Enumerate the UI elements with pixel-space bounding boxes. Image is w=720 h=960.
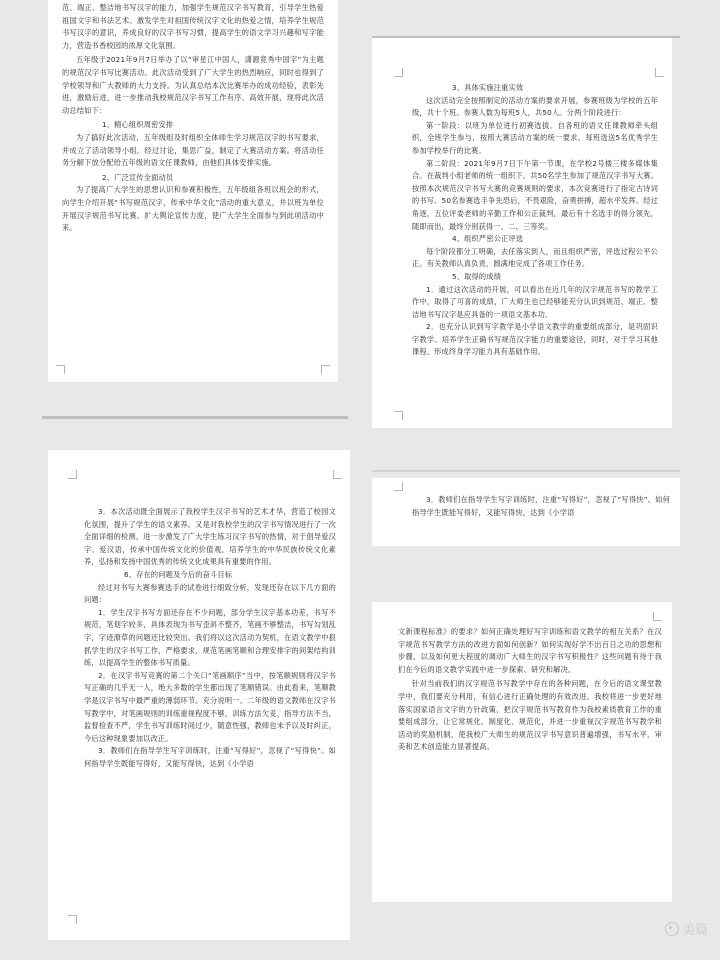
section-heading: 2、广泛宣传全面动员 xyxy=(102,172,174,182)
page-separator xyxy=(372,470,680,472)
meipian-logo-icon xyxy=(665,922,679,936)
document-page-3 xyxy=(48,450,350,940)
document-page-4-top xyxy=(372,478,680,546)
crop-mark xyxy=(68,470,77,479)
document-page-2 xyxy=(372,38,672,428)
paragraph: 3．教师们在指导学生写字训练时，注重“写得好”，忽视了“写得快”。如何指导学生既能写得好，又能写得快，达到《小学语 xyxy=(412,495,670,517)
paragraph: 每个阶段都分工明确，去任落实到人，而且组织严密，评选过程公平公正。有关教师认真负责，圆满地完成了各项工作任务。 xyxy=(412,246,658,269)
section-heading: 1、精心组织周密安排 xyxy=(102,120,174,130)
crop-mark xyxy=(56,365,65,374)
crop-mark xyxy=(655,68,664,77)
section-heading: 4、组织严密公正评选 xyxy=(452,234,524,244)
paragraph: 3．教师们在指导学生写字训练时，注重“写得好”，忽视了“写得快”。如何指导学生既能写得好，又能写得快，达到《小学语 xyxy=(84,746,336,768)
paragraph: 经过对书写大赛参赛选手的试卷进行细致分析，发现还存在以下几方面的问题： xyxy=(84,582,336,605)
watermark-text: 美篇 xyxy=(681,923,708,938)
crop-mark xyxy=(653,612,662,621)
section-heading: 5、取得的成绩 xyxy=(452,271,502,281)
page-separator xyxy=(42,416,348,419)
page-separator xyxy=(372,36,680,38)
document-page-4-bottom xyxy=(372,602,672,902)
paragraph: 1．通过这次活动的开展，可以看出在近几年的汉字规范书写的教学工作中，取得了可喜的成绩，广大师生也已经够能充分认识到规范、端正、整洁地书写汉字是应具备的一项语文基本功。 xyxy=(412,284,658,319)
paragraph: 3．本次活动既全面展示了我校学生汉字书写的艺术才华，营造了校园文化氛围，提升了学生的语文素养。又是对我校学生的汉字书写情况进行了一次全面详细的检测，进一步激发了广大学生练习汉字书写的热情，对于倡导爱汉字、爱汉语，传承中国传统文化的价值观，培养学生的中华民族传统文化素养，弘扬和发扬中国优秀的传统文化成果具有重要的作用。 xyxy=(84,507,336,567)
crop-mark xyxy=(333,470,342,479)
watermark xyxy=(665,919,708,938)
paragraph: 文新课程标准》的要求？如何正确处理好写字训练和语文教学的相互关系？在汉字规范书写教学方法的改进方面如何创新？如何实现好学不出百日之功的思想和步骤，以及如何更大程度的调动广大师生的汉字书写积极性？这些问题有待于我们在今后的语文教学实践中进一步探索、研究和解决。 xyxy=(398,627,662,674)
paragraph: 范、端正、整洁地书写汉字的能力，加强学生规范汉字书写教育，引导学生热爱祖国文字和书法艺术。激发学生对祖国传统汉字文化的热爱之情，培养学生规范书写汉字的意识，养成良好的汉字书写习惯，提高学生的语文学习兴趣和写字能力，营造书香校园的浓厚文化氛围。 xyxy=(62,3,324,50)
crop-mark xyxy=(394,482,403,491)
document-page-1 xyxy=(48,0,338,382)
paragraph: 五年级于2021年9月7日举办了以“审星江中国人，潇源竟秀中国字”为主题的规范汉字书写比赛活动。此次活动受到了广大学生的热烈响应，同时也得到了学校领导和广大教师的大力支持。为认真总结本次比赛举办的成功经验，表彰先进，激励后进，进一步推动我校规范汉字书写工作有序、高效开展，现将此次活动总结如下： xyxy=(62,55,324,115)
paragraph: 针对当前我们的汉字规范书写教学中存在的各种问题，在今后的语文课堂教学中，我们要充分利用，有信心进行正确处理的有效改进。我校将进一步更好地落实国家语言文字的方针政策，把汉字规范书写教育作为我校素质教育工作的重要组成部分，让它常规化、制度化、规范化，并进一步重视汉字规范书写教学和活动的奖励机制，使我校广大师生的规范汉字书写意识普遍增强，书写水平、审美和艺术创造能力显著提高。 xyxy=(398,679,662,752)
section-heading: 3、具体实施注重实效 xyxy=(452,83,524,92)
paragraph: 第二阶段：2021年9月7日下午第一节课，在学校2号楼三楼多媒体集合。在裁判小组老师的统一组织下，共50名学生参加了规范汉字书写大赛。按照本次规范汉字书写大赛的竞赛规则的要求，本次竞赛进行了指定古诗词的书写。50名参赛选手争先恐后，不畏艰险，奋勇拼搏，超水平发挥。经过角逐，五位评委老师的辛勤工作和公正裁判，最后有十名选手的得分领先，随即而出，最终分别获得一、二、三等奖。 xyxy=(412,158,658,231)
crop-mark xyxy=(68,915,77,924)
paragraph: 2．也充分认识到写字教学是小学语文教学的重要组成部分，是巩固识字教学、培养学生正确书写规范汉字能力的重要途径，同时，对于学习其他课程、形成终身学习能力具有基础作用。 xyxy=(412,322,658,357)
crop-mark xyxy=(321,365,330,374)
paragraph: 为了提高广大学生的思想认识和参赛积极性，五年级组各班以班会的形式，向学生介绍开展“书写规范汉字，传承中华文化”活动的重大意义，并以班为单位开展汉字规范书写比赛。扩大舆论宣传力度，使广大学生全面参与到此项活动中来。 xyxy=(62,185,324,233)
crop-mark xyxy=(394,411,403,420)
crop-mark xyxy=(394,68,403,77)
paragraph: 1．学生汉字书写方面还存在不少问题，部分学生汉字基本功差，书写不规范，笔划字较多，具体表现为书写歪斜不整齐，笔画不够整洁，书写勾划乱字，字迹潦草的问题还比较突出。我们将以这次活动为契机，在语文教学中狠抓学生的汉字书写工作，严格要求，规范笔画笔顺和合理安排字的间架结构训练，以提高学生的整体书写质量。 xyxy=(84,607,336,668)
paragraph: 第一阶段：以班为单位进行初赛选拔。自各班的语文任课教师牵头组织，全班学生参与，按照大赛活动方案的统一要求，每班选送5名优秀学生参加学校举行的比赛。 xyxy=(412,120,658,155)
paragraph: 这次活动完全按照制定的活动方案的要求开展，参赛班级为学校的五年级，共十个班。参赛人数为每班5人，共50人。分两个阶段进行： xyxy=(412,95,658,118)
section-heading: 6、存在的问题及今后的奋斗目标 xyxy=(124,569,233,579)
paragraph: 为了搞好此次活动，五年级组及时组织全体师生学习规范汉字的书写要求，并成立了活动领导小组。经过讨论，集思广益，制定了大赛活动方案。将活动任务分解下放分配给五年级的语文任课教师，由他们具体安排实施。 xyxy=(62,132,324,168)
paragraph: 2．在汉字书写竞赛的第二个关口“笔画顺序”当中，按笔顺规则将汉字书写正确的几乎无一人，绝大多数的学生都出现了笔顺错误。由此看来，笔顺教学是汉字书写中最严重的薄弱环节。充分说明一、二年级的语文教师在汉字书写教学中，对笔画规则的训练重视程度不够，训练方法欠妥，指导方法不当，监督检查不严，学生书写训练时间过少，随意性强，教师也未予以及时纠正，今后这种现象要加以改正。 xyxy=(84,670,336,743)
